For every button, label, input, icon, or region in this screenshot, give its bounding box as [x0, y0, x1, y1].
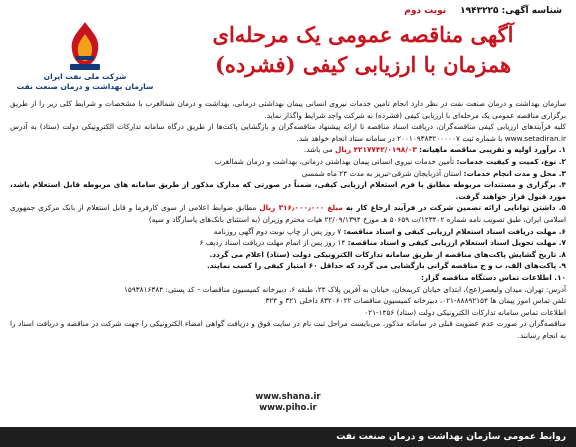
ad-round: نوبت دوم	[404, 6, 447, 16]
shana-link[interactable]: www.shana.ir	[255, 392, 321, 402]
intro2-start: کلیه فرآیندهای ارزیابی کیفی مناقصه‌گران، دریافت اسناد مناقصه تا ارائه پیشنهاد مناقصه‌گران و بازگشایی پاکت‌ها از طریق درگاه سامانه تدارکات الکترونیکی دولت (ستاد) به آدرس	[10, 122, 566, 132]
item3-label: ۳. محل و مدت انجام خدمات:	[463, 168, 566, 178]
item-8: ۸. تاریخ گشایش پاکت‌های مناقصه از طریق سامانه تدارکات الکترونیکی دولت (ستاد) اعلام می گردد.	[209, 249, 566, 259]
item7-text: ۱۴ روز پس از اتمام مهلت دریافت اسناد ردیف ۶	[199, 238, 346, 248]
footer-bar	[0, 427, 576, 447]
item2-label: ۲. نوع، کمیت و کیفیت خدمات:	[456, 156, 566, 166]
item3-text: استان آذربایجان شرقی-تبریز به مدت ۲۴ ماه شمسی	[301, 168, 462, 178]
item-9: ۹. پاکت‌های الف، ب و ج مناقصه گرانی بازگشایی می گردد که حداقل ۶۰ امتیاز کیفی را کسب نمایند.	[207, 261, 566, 271]
oil-company-flame-logo-icon	[62, 20, 108, 72]
item1-end: می باشد.	[303, 145, 333, 155]
item5-label: ۵. داشتن توانایی ارائه تضمین شرکت در فرآیند ارجاع کار به	[345, 203, 566, 213]
intro2-paragraph	[10, 121, 566, 144]
setad-link[interactable]: www.setadiran.ir	[504, 133, 566, 143]
item1-value: ۴۲۱۷۷۴۲/۰۱۹۸/۰۳ ریال	[335, 145, 417, 155]
ad-body	[10, 98, 566, 341]
item-10: ۱۰. اطلاعات تماس دستگاه مناقصه گزار:	[420, 272, 566, 282]
item-2	[10, 156, 566, 168]
item2-text: تأمین خدمات نیروی انسانی پیمان بهداشتی درمانی، بهداشت و درمان شمالغرب	[214, 156, 455, 166]
logo	[10, 20, 160, 102]
ad-code: شناسه آگهی: ۱۹۴۳۲۲۵	[460, 6, 562, 16]
item5-text: مطابق ضوابط اعلامی از سوی کارفرما و قابل استعلام از بانک مرکزی جمهوری اسلامی ایران، طبق تصویب نامه شماره ۱۲۳۴۰۲/ت ۵۰۶۵۹ هـ مورخ ۲۲/۰۹/۱۳۹۴ هیات محترم وزیران (به استثنای بانک‌های پاسارگاد و سپه)	[10, 203, 566, 224]
logo-line1: شرکت ملی نفت ایران	[43, 72, 127, 81]
item6-label: ۶. مهلت دریافت اسناد استعلام ارزیابی کیفی و اسناد مناقصه:	[343, 226, 566, 236]
item7-label: ۷. مهلت تحویل اسناد استعلام ارزیابی کیفی و اسناد مناقصه:	[347, 238, 566, 248]
item-5	[10, 202, 566, 225]
footer-text: روابط عمومی سازمان بهداشت و درمان صنعت نفت	[336, 432, 566, 442]
phones: تلفن تماس امور پیمان ها ۸۸۸۹۲۱۵۴-۰۲۱، دبیرخانه کمیسیون مناقصات ۸۳۲۰۶۰۲۲ داخلی ۳۲۱ و ۳۲۴	[265, 296, 566, 306]
ad-title-line2: همزمان با ارزیابی کیفی (فشرده)	[214, 52, 512, 77]
logo-line2: سازمان بهداشت و درمان صنعت نفت	[16, 82, 154, 91]
item5-value: مبلغ ۳۱۶٫۰۰۰٫۰۰۰ ریال	[259, 203, 343, 213]
item-3	[10, 168, 566, 180]
piho-link[interactable]: www.piho.ir	[259, 403, 317, 413]
intro-paragraph: سازمان بهداشت و درمان صنعت نفت در نظر دارد انجام تامین خدمات نیروی انسانی پیمان بهداشتی درمانی، بهداشت و درمان شمالغرب با مشخصات و شرایط کلی زیر را از طریق برگزاری مناقصه عمومی یک مرحله‌ای با ارزیابی کیفی (فشرده) به شرکت واجد شرایط واگذار نماید.	[10, 99, 566, 120]
intro2-end: با شماره ثبت ۲۰۰۱۰۹۳۸۳۲۰۰۰۰۰۷ در سامانه ستاد انجام خواهد شد.	[296, 133, 503, 143]
closing-paragraph: مناقصه‌گران در صورت عدم عضویت قبلی در سامانه مذکور، می‌بایست مراحل ثبت نام در سایت فوق و دریافت گواهی امضاء الکترونیکی را جهت شرکت در مناقصه و دریافت اسناد را به انجام رسانند.	[10, 319, 566, 340]
item-7	[10, 237, 566, 249]
address: آدرس: تهران، میدان ولیعصر(عج)، ابتدای خیابان کریمخان، خیابان به آفرین پلاک ۲۴، طبقه ۶، دبیرخانه کمیسیون مناقصات – کد پستی: ۱۵۹۳۸۱۶۳۸۴	[124, 284, 566, 294]
ad-title-line1: آگهی مناقصه عمومی یک مرحله‌ای	[212, 22, 514, 47]
item1-label: ۱. برآورد اولیه و تقریبی مناقصه ماهیانه:	[419, 145, 566, 155]
item-4: ۴. برگزاری و مستندات مربوطه مطابق با فرم استعلام ارزیابی کیفی، ضمناً در صورتی که مدارک مذکور از طریق سامانه های مربوطه قابل استعلام باشد، مورد قبول قرار خواهند گرفت.	[10, 180, 566, 201]
website-links	[0, 392, 576, 414]
setad-phone: اطلاعات تماس سامانه تدارکات الکترونیکی دولت (ستاد) ۱۴۵۶-۰۲۱	[364, 307, 566, 317]
ad-header-line	[200, 6, 562, 16]
item-1	[10, 144, 566, 156]
item6-text: ۷ روز پس از چاپ نوبت دوم آگهی روزنامه	[213, 226, 342, 236]
item-6	[10, 226, 566, 238]
